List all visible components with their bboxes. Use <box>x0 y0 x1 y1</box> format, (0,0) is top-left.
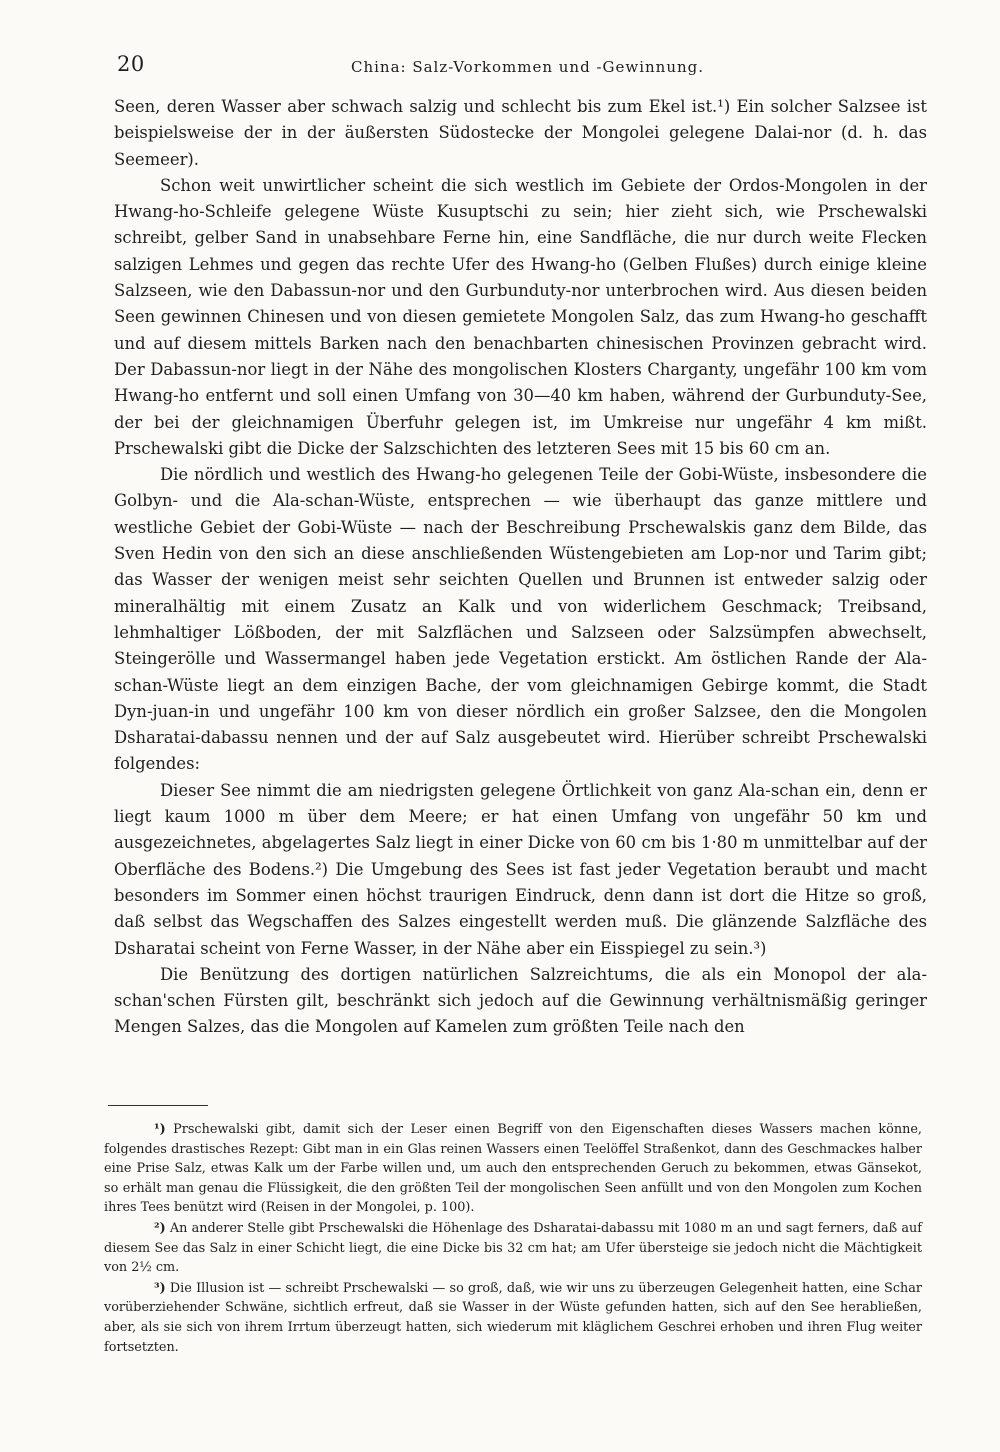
paragraph-2: Schon weit unwirtlicher scheint die sich westlich im Gebiete der Ordos-Mongolen in der Hwang-ho-Schleife gelegene Wüste Kusuptschi zu sein; hier zieht sich, wie Prschewalski schreibt, gelber Sand in unabsehbare Ferne hin, eine Sandfläche, die nur durch weite Flecken salzigen Lehmes und gegen das rechte Ufer des Hwang-ho (Gelben Flußes) durch einige kleine Salzseen, wie den Dabassun-nor und den Gurbunduty-nor unterbrochen wird. Aus diesen beiden Seen gewinnen Chinesen und von diesen gemietete Mongolen Salz, das zum Hwang-ho geschafft und auf diesem mittels Barken nach den benachbarten chinesischen Provinzen gebracht wird. Der Dabassun-nor liegt in der Nähe des mongolischen Klosters Charganty, ungefähr 100 km vom Hwang-ho entfernt und soll einen Umfang von 30—40 km haben, während der Gurbunduty-See, der bei der gleichnamigen Überfuhr gelegen ist, im Umkreise nur ungefähr 4 km mißt. Prschewalski gibt die Dicke der Salzschichten des letzteren Sees mit 15 bis 60 cm an. <box>114 175 927 458</box>
footnote-2 <box>104 1219 922 1278</box>
page-number: 20 <box>117 52 145 76</box>
footnote-3-marker: ³) <box>154 1280 166 1296</box>
paragraph-4: Dieser See nimmt die am niedrigsten gelegene Örtlichkeit von ganz Ala-schan ein, denn er liegt kaum 1000 m über dem Meere; er hat einen Umfang von ungefähr 50 km und ausgezeichnetes, abgelagertes Salz liegt in einer Dicke von 60 cm bis 1·80 m unmittelbar auf der Oberfläche des Bodens.²) Die Umgebung des Sees ist fast jeder Vegetation beraubt und macht besonders im Sommer einen höchst traurigen Eindruck, denn dann ist dort die Hitze so groß, daß selbst das Wegschaffen des Salzes eingestellt werden muß. Die glänzende Salzfläche des Dsharatai scheint von Ferne Wasser, in der Nähe aber ein Eisspiegel zu sein.³) <box>114 780 927 958</box>
footnote-1-marker: ¹) <box>154 1122 166 1137</box>
footnote-divider <box>108 1105 208 1106</box>
body-text <box>114 94 927 1041</box>
paragraph-1: Seen, deren Wasser aber schwach salzig und schlecht bis zum Ekel ist.¹) Ein solcher Salzsee ist beispielsweise der in der äußersten Südostecke der Mongolei gelegene Dalai-nor (d. h. das Seemeer). <box>114 97 927 169</box>
footnote-1-text: Prschewalski gibt, damit sich der Leser einen Begriff von den Eigenschaften dieses Wassers machen könne, folgendes drastisches Rezept: Gibt man in ein Glas reinen Wassers einen Teelöffel Straßenkot, dann des Geschmackes halber eine Prise Salz, etwas Kalk um der Farbe willen und, um auch den entsprechenden Geruch zu bekommen, etwas Gänsekot, so erhält man genau die Flüssigkeit, die den größten Teil der mongolischen Seen anfüllt und von den Mongolen zum Kochen ihres Tees benützt wird (Reisen in der Mongolei, p. 100). <box>104 1122 922 1216</box>
footnote-1 <box>104 1120 922 1218</box>
footnote-3 <box>104 1279 922 1357</box>
footnote-2-text: An anderer Stelle gibt Prschewalski die Höhenlage des Dsharatai-dabassu mit 1080 m an und sagt ferners, daß auf diesem See das Salz in einer Schicht liegt, die eine Dicke bis 32 cm hat; am Ufer übersteige sie jedoch nicht die Mächtigkeit von 2½ cm. <box>104 1220 922 1276</box>
running-title: China: Salz-Vorkommen und -Gewinnung. <box>350 58 705 76</box>
footnotes <box>104 1120 922 1357</box>
paragraph-5: Die Benützung des dortigen natürlichen Salzreichtums, die als ein Monopol der ala-schan'schen Fürsten gilt, beschränkt sich jedoch auf die Gewinnung verhältnismäßig geringer Mengen Salzes, das die Mongolen auf Kamelen zum größten Teile nach den <box>114 964 927 1037</box>
footnote-2-marker: ²) <box>154 1220 166 1236</box>
footnote-3-text: Die Illusion ist — schreibt Prschewalski — so groß, daß, wie wir uns zu überzeugen Gelegenheit hatten, eine Schar vorüberziehender Schwäne, sichtlich erfreut, daß sie Wasser in der Wüste gefunden hatten, sich auf den See herabließen, aber, als sie sich von ihrem Irrtum überzeugt hatten, sich wiederum mit kläglichem Geschrei erhoben und ihren Flug weiter fortsetzten. <box>104 1280 922 1355</box>
paragraph-3: Die nördlich und westlich des Hwang-ho gelegenen Teile der Gobi-Wüste, insbesondere die Golbyn- und die Ala-schan-Wüste, entsprechen — wie überhaupt das ganze mittlere und westliche Gebiet der Gobi-Wüste — nach der Beschreibung Prschewalskis ganz dem Bilde, das Sven Hedin von den sich an diese anschließenden Wüstengebieten am Lop-nor und Tarim gibt; das Wasser der wenigen meist sehr seichten Quellen und Brunnen ist entweder salzig oder mineralhältig mit einem Zusatz an Kalk und von widerlichem Geschmack; Treibsand, lehmhaltiger Lößboden, der mit Salzflächen und Salzseen oder Salzsümpfen abwechselt, Steingerölle und Wassermangel haben jede Vegetation erstickt. Am östlichen Rande der Ala-schan-Wüste liegt an dem einzigen Bache, der vom gleichnamigen Gebirge kommt, die Stadt Dyn-juan-in und ungefähr 100 km von dieser nördlich ein großer Salzsee, den die Mongolen Dsharatai-dabassu nennen und der auf Salz ausgebeutet wird. Hierüber schreibt Prschewalski folgendes: <box>114 465 927 774</box>
